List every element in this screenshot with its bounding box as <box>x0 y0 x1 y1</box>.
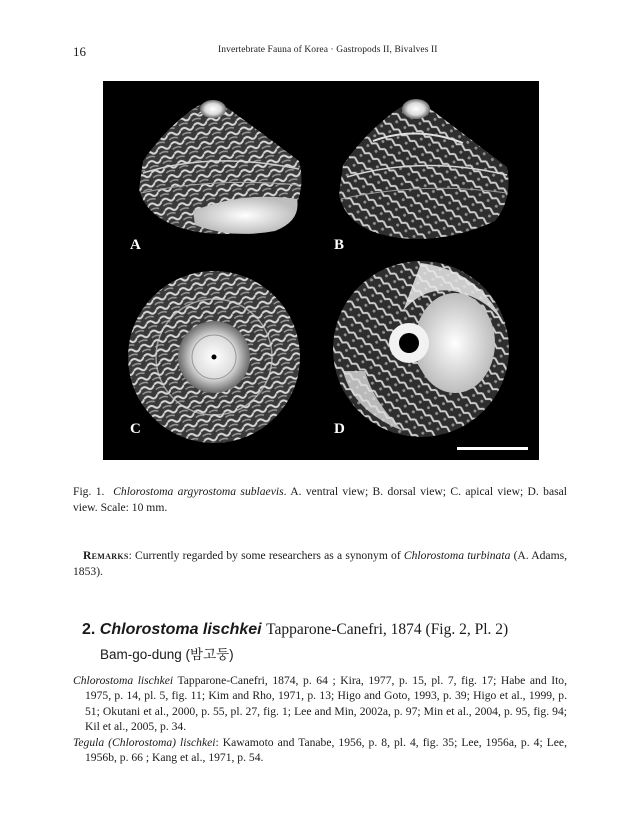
shell-b-dorsal <box>339 99 509 239</box>
remarks-paragraph <box>73 548 567 580</box>
synonymy-list <box>73 673 567 765</box>
synonymy-entry <box>73 673 567 735</box>
running-header: Invertebrate Fauna of Korea · Gastropods II, Bivalves II <box>218 45 438 55</box>
panel-label-b: B <box>334 237 345 253</box>
panel-label-d: D <box>334 421 345 437</box>
shell-d-basal <box>333 261 509 437</box>
species-number: 2. <box>82 621 96 638</box>
remarks-text-before: : Currently regarded by some researchers as a synonym of <box>128 549 404 562</box>
common-name: Bam-go-dung (밤고둥) <box>100 647 234 662</box>
remarks-label: Remarks <box>83 549 129 562</box>
synonym-name: Tegula (Chlorostoma) lischkei <box>73 735 216 749</box>
panel-label-c: C <box>130 421 141 437</box>
remarks-species: Chlorostoma turbinata <box>403 549 511 562</box>
caption-text: . A. ventral view; B. dorsal view; C. apical view; D. basal view. Scale: 10 mm. <box>73 485 567 514</box>
synonym-citations: : Kawamoto and Tanabe, 1956, p. 8, pl. 4, fig. 35; Lee, 1956a, p. 4; Lee, 1956b, p. 66 ; Kang et al., 1971, p. 54. <box>85 735 567 765</box>
remarks-text-after: (A. Adams, 1853). <box>73 549 567 578</box>
caption-prefix: Fig. 1. <box>73 485 105 498</box>
shell-a-ventral <box>139 100 301 234</box>
species-name: Chlorostoma lischkei <box>99 621 262 638</box>
scale-bar <box>457 447 528 450</box>
figure-caption <box>73 484 567 516</box>
species-heading <box>82 621 508 639</box>
species-author: Tapparone-Canefri, 1874 (Fig. 2, Pl. 2) <box>266 621 509 638</box>
synonym-name: Chlorostoma lischkei <box>73 674 174 687</box>
synonym-citations: Tapparone-Canefri, 1874, p. 64 ; Kira, 1977, p. 15, pl. 7, fig. 17; Habe and Ito, 1975, p. 14, pl. 5, fig. 11; Kim and Rho, 1971, p. 13; Higo and Goto, 1993, p. 39; Higo et al., 1999, p. 51; Okutani et al., 2000, p. 55, pl. 27, fig. 1; Lee and Min, 2002a, p. 97; Min et al., 2004, p. 95, fig. 94; Kil et al., 2005, p. 34. <box>85 674 568 734</box>
synonymy-entry <box>73 735 567 766</box>
caption-species: Chlorostoma argyrostoma sublaevis <box>113 485 284 498</box>
shell-photographs <box>103 81 539 460</box>
shell-c-apical <box>128 271 300 443</box>
shell-photo-figure <box>103 81 539 460</box>
panel-label-a: A <box>130 237 141 253</box>
page-number: 16 <box>73 44 86 59</box>
